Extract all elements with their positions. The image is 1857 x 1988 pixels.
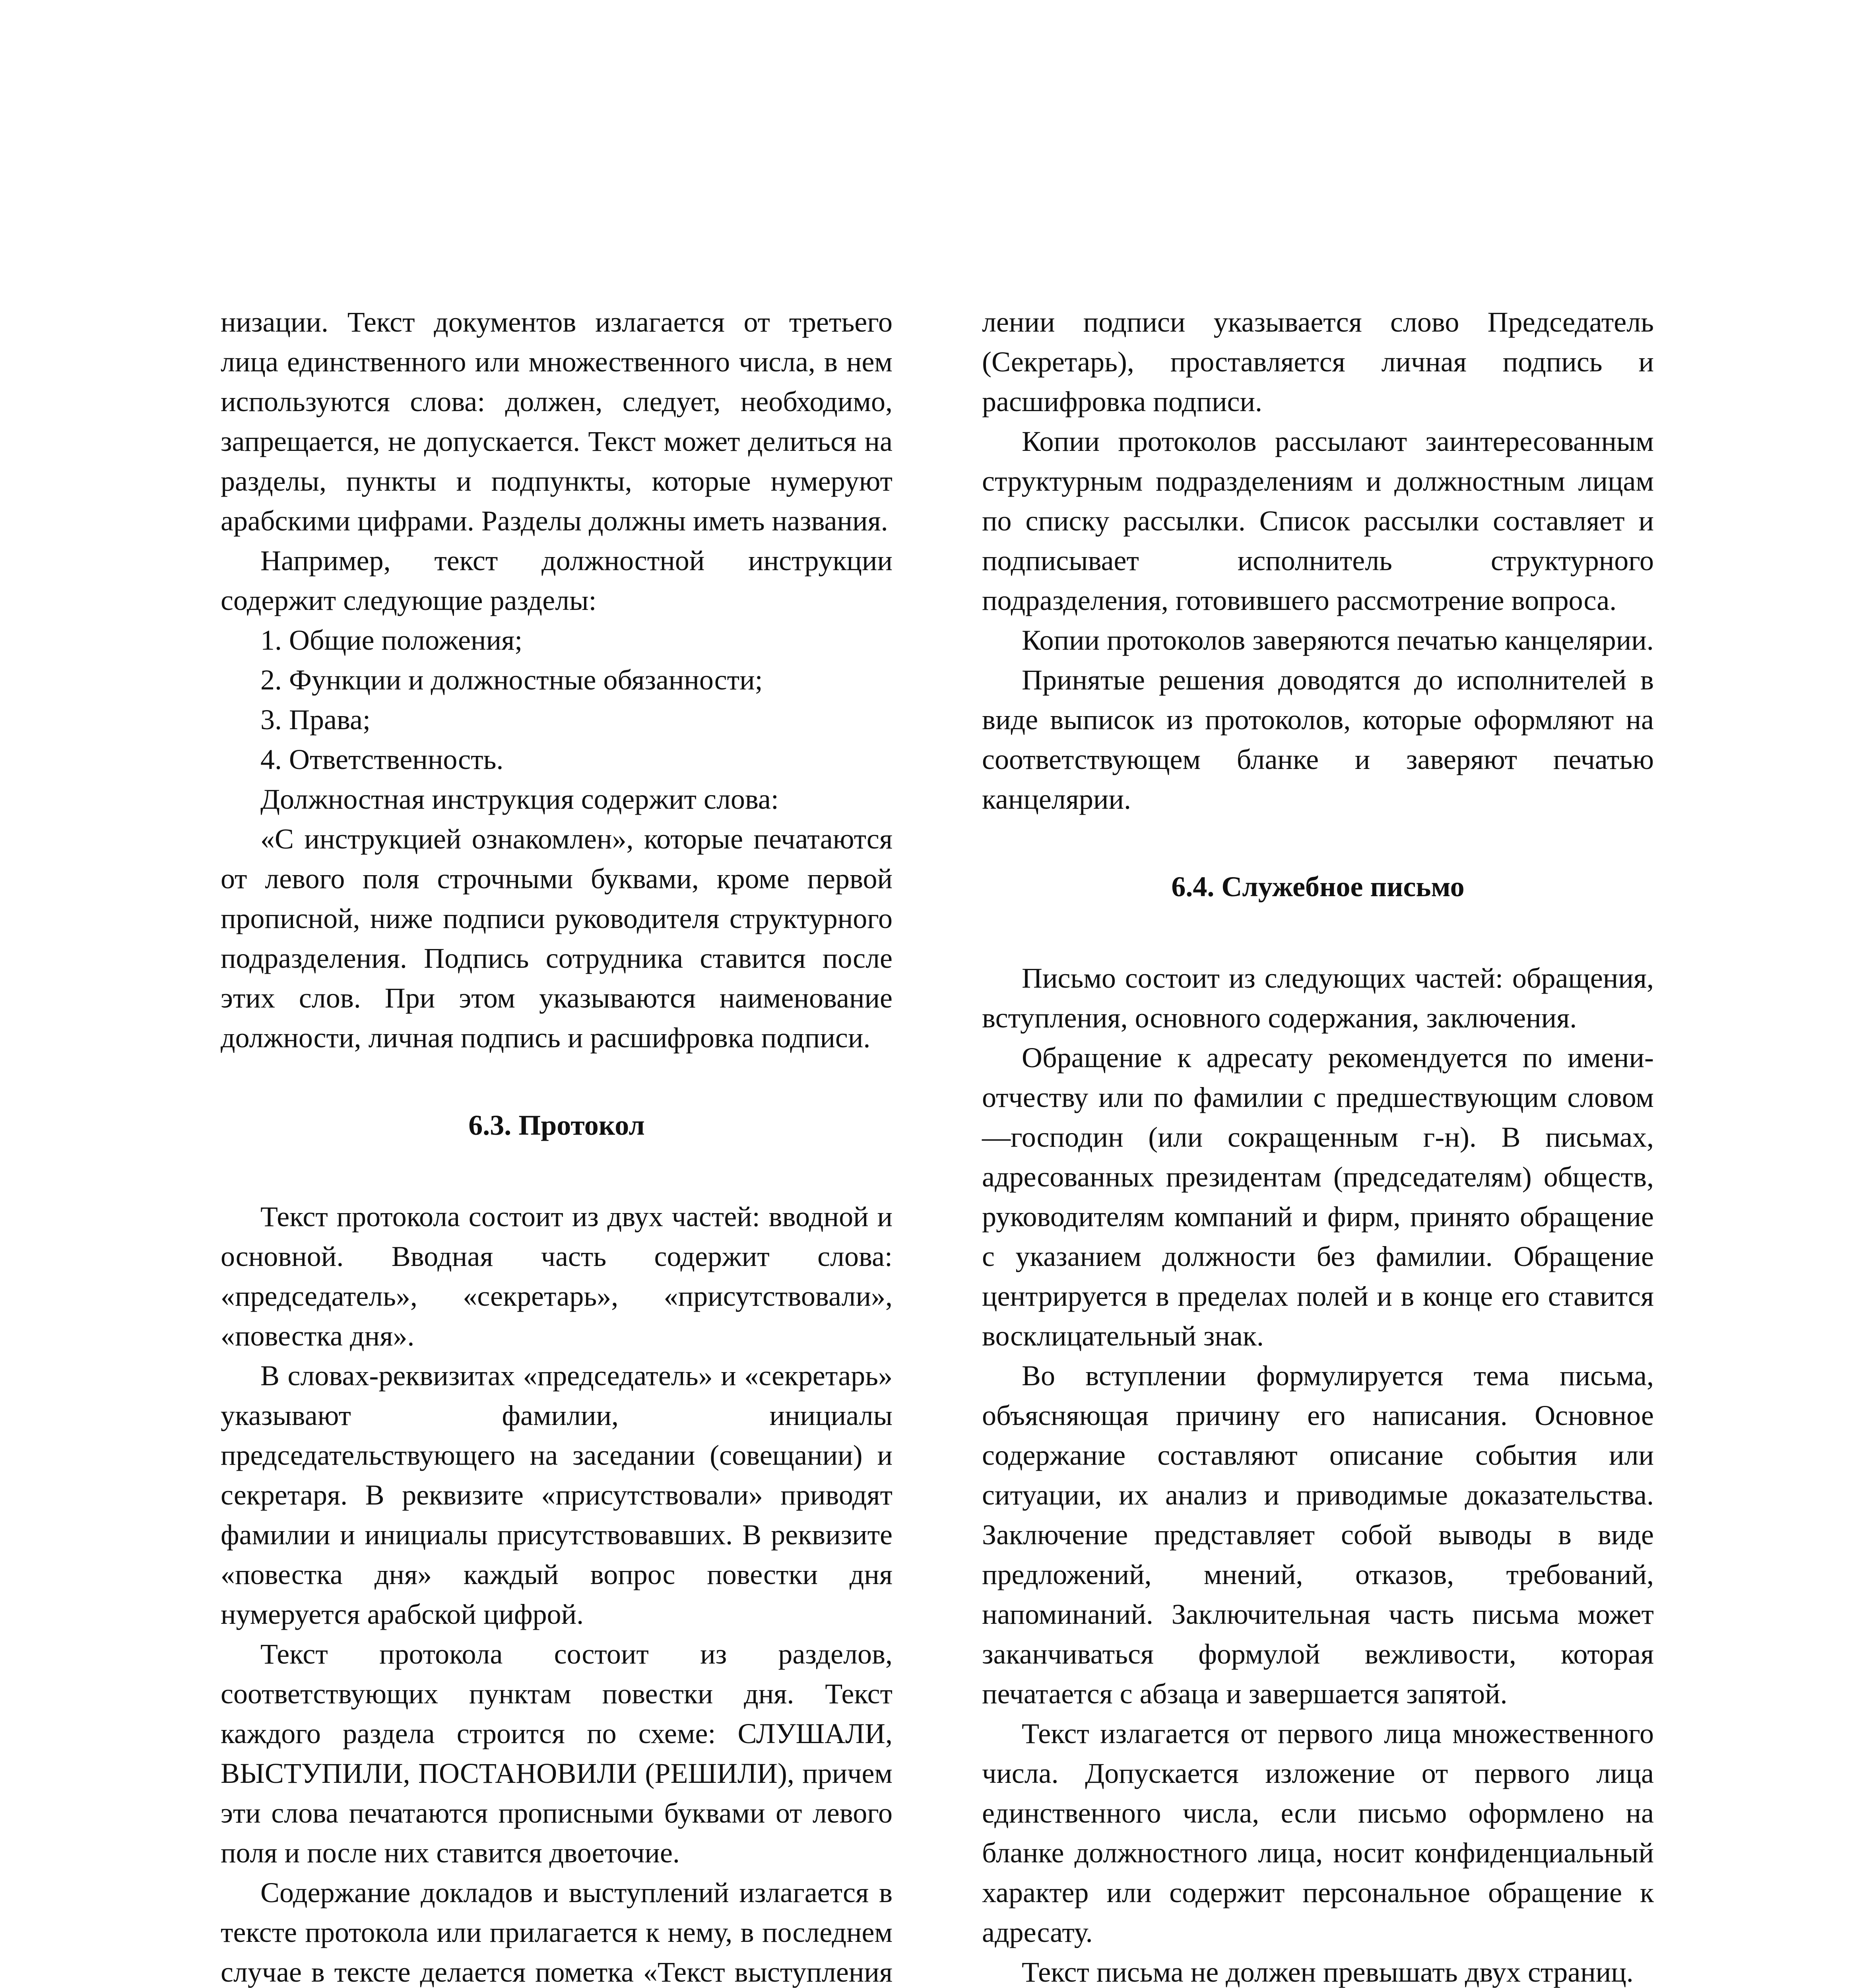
paragraph: Текст протокола состоит из двух частей: вводной и основной. Вводная часть содержит слова: «председатель», «секретарь», «присутствовали», «повестка дня». — [221, 1201, 893, 1352]
paragraph: Текст протокола состоит из разделов, соответствующих пунктам повестки дня. Текст каждого раздела строится по схеме: СЛУШАЛИ, ВЫСТУПИЛИ, ПОСТАНОВИЛИ (РЕШИЛИ), причем эти слова печатаются прописными буквами от левого поля и после них ставится двоеточие. — [221, 1638, 893, 1869]
paragraph: лении подписи указывается слово Председатель (Секретарь), проставляется личная подпись и расшифровка подписи. — [982, 306, 1654, 417]
paragraph: Текст письма не должен превышать двух страниц. — [1022, 1956, 1634, 1988]
paragraph: Копии протоколов заверяются печатью канцелярии. — [1022, 624, 1654, 656]
list-item: 1. Общие положения; — [260, 624, 523, 656]
paragraph: Содержание докладов и выступлений излагается в тексте протокола или прилагается к нему, в последнем случае в тексте делается пометка «Текст выступления — [221, 1877, 893, 1988]
paragraph: Во вступлении формулируется тема письма, объясняющая причину его написания. Основное содержание составляют описание события или ситуации, их анализ и приводимые доказательства. Заключение представляет собой выводы в виде предложений, мнений, отказов, требований, напоминаний. Заключительная часть письма может заканчиваться формулой вежливости, которая печатается с абзаца и завершается запятой. — [982, 1360, 1654, 1710]
paragraph: Обращение к адресату рекомендуется по имени-отчеству или по фамилии с предшествующим словом—господин (или сокращенным г-н). В письмах, адресованных президентам (председателям) обществ, руководителям компаний и фирм, принято обращение с указанием должности без фамилии. Обращение центрируется в пределах полей и в конце его ставится восклицательный знак. — [982, 1042, 1654, 1352]
paragraph: Текст излагается от первого лица множественного числа. Допускается изложение от первого лица единственного числа, если письмо оформлено на бланке должностного лица, носит конфиденциальный характер или содержит персональное обращение к адресату. — [982, 1718, 1654, 1948]
list-item: 4. Ответственность. — [260, 744, 504, 775]
section-heading-official-letter: 6.4. Служебное письмо — [1171, 871, 1465, 903]
paragraph: В словах-реквизитах «председатель» и «секретарь» указывают фамилии, инициалы председательствующего на заседании (совещании) и секретаря. В реквизите «присутствовали» приводят фамилии и инициалы присутствовавших. В реквизите «повестка дня» каждый вопрос повестки дня нумеруется арабской цифрой. — [221, 1360, 893, 1630]
section-heading-protocol: 6.3. Протокол — [468, 1109, 645, 1141]
list-item: 2. Функции и должностные обязанности; — [260, 664, 763, 696]
right-column — [982, 302, 1654, 1988]
paragraph: низации. Текст документов излагается от третьего лица единственного или множественного числа, в нем используются слова: должен, следует, необходимо, запрещается, не допускается. Текст может делиться на разделы, пункты и подпункты, которые нумеруют арабскими цифрами. Разделы должны иметь названия. — [221, 306, 893, 537]
paragraph: Должностная инструкция содержит слова: — [260, 783, 779, 815]
paragraph: Принятые решения доводятся до исполнителей в виде выписок из протоколов, которые оформляют на соответствующем бланке и заверяют печатью канцелярии. — [982, 664, 1654, 815]
paragraph: Копии протоколов рассылают заинтересованным структурным подразделениям и должностным лицам по списку рассылки. Список рассылки составляет и подписывает исполнитель структурного подразделения, готовившего рассмотрение вопроса. — [982, 425, 1654, 616]
paragraph: «С инструкцией ознакомлен», которые печатаются от левого поля строчными буквами, кроме первой прописной, ниже подписи руководителя структурного подразделения. Подпись сотрудника ставится после этих слов. При этом указываются наименование должности, личная подпись и расшифровка подписи. — [221, 823, 893, 1054]
left-column — [221, 302, 893, 1988]
paragraph: Например, текст должностной инструкции содержит следующие разделы: — [221, 545, 893, 616]
list-item: 3. Права; — [260, 704, 371, 736]
paragraph: Письмо состоит из следующих частей: обращения, вступления, основного содержания, заключения. — [982, 962, 1654, 1034]
